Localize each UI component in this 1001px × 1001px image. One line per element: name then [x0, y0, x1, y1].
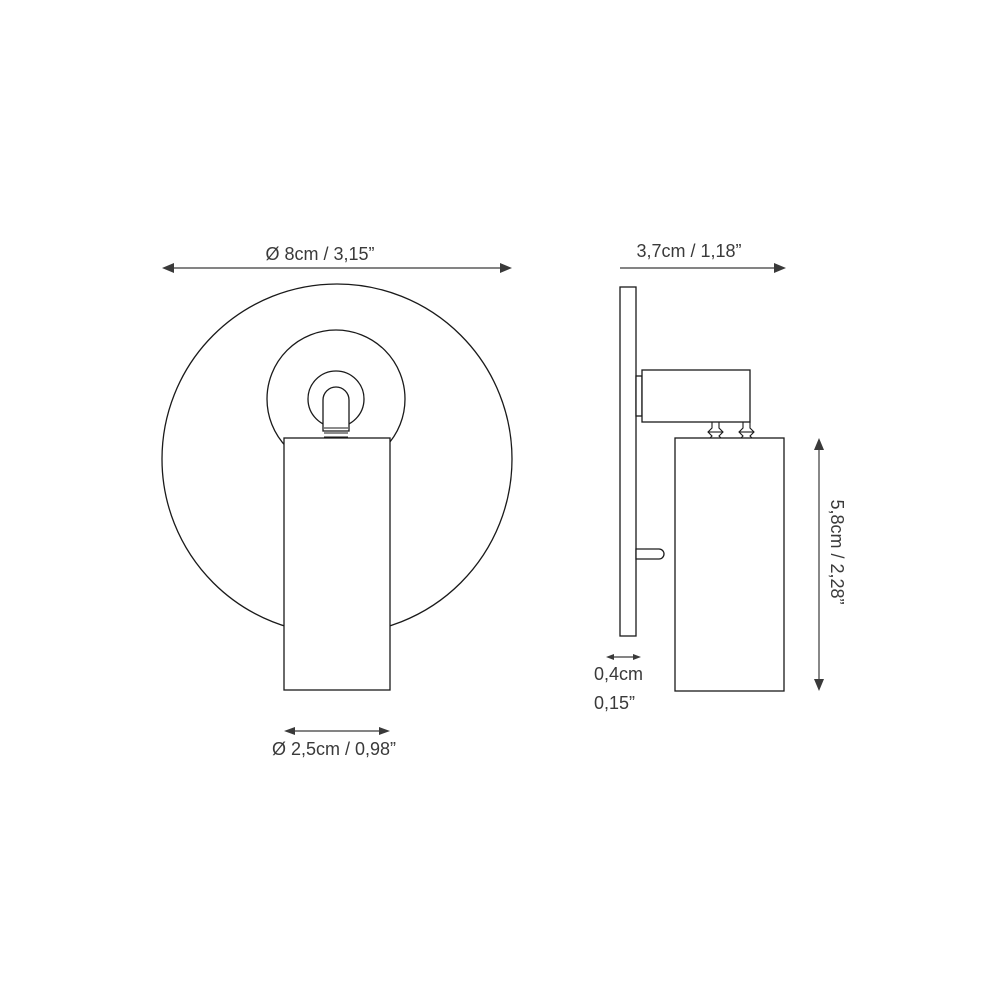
body-width-label: Ø 2,5cm / 0,98”: [271, 739, 397, 759]
plate-thickness-dimension: [594, 654, 643, 713]
side-mount-block: [642, 370, 750, 422]
body-length-label: 5,8cm / 2,28”: [827, 499, 847, 605]
front-pivot-arm: [323, 387, 349, 431]
side-wall-plate: [620, 287, 636, 636]
body-length-dimension: [814, 438, 847, 691]
side-view: [594, 241, 847, 713]
plate-thickness-in-label: 0,15”: [594, 693, 636, 713]
front-light-body: [284, 438, 390, 690]
front-width-dimension: [162, 244, 512, 273]
side-depth-dimension: [620, 241, 786, 273]
side-pivot-joints: [708, 422, 754, 440]
plate-thickness-cm-label: 0,4cm: [594, 664, 644, 684]
side-mount-tab: [636, 376, 642, 416]
side-light-body: [675, 438, 784, 691]
front-view: [162, 244, 512, 759]
body-width-dimension: [272, 727, 396, 759]
front-width-label: Ø 8cm / 3,15”: [265, 244, 375, 264]
side-switch-pin: [636, 549, 664, 559]
side-depth-label: 3,7cm / 1,18”: [636, 241, 742, 261]
